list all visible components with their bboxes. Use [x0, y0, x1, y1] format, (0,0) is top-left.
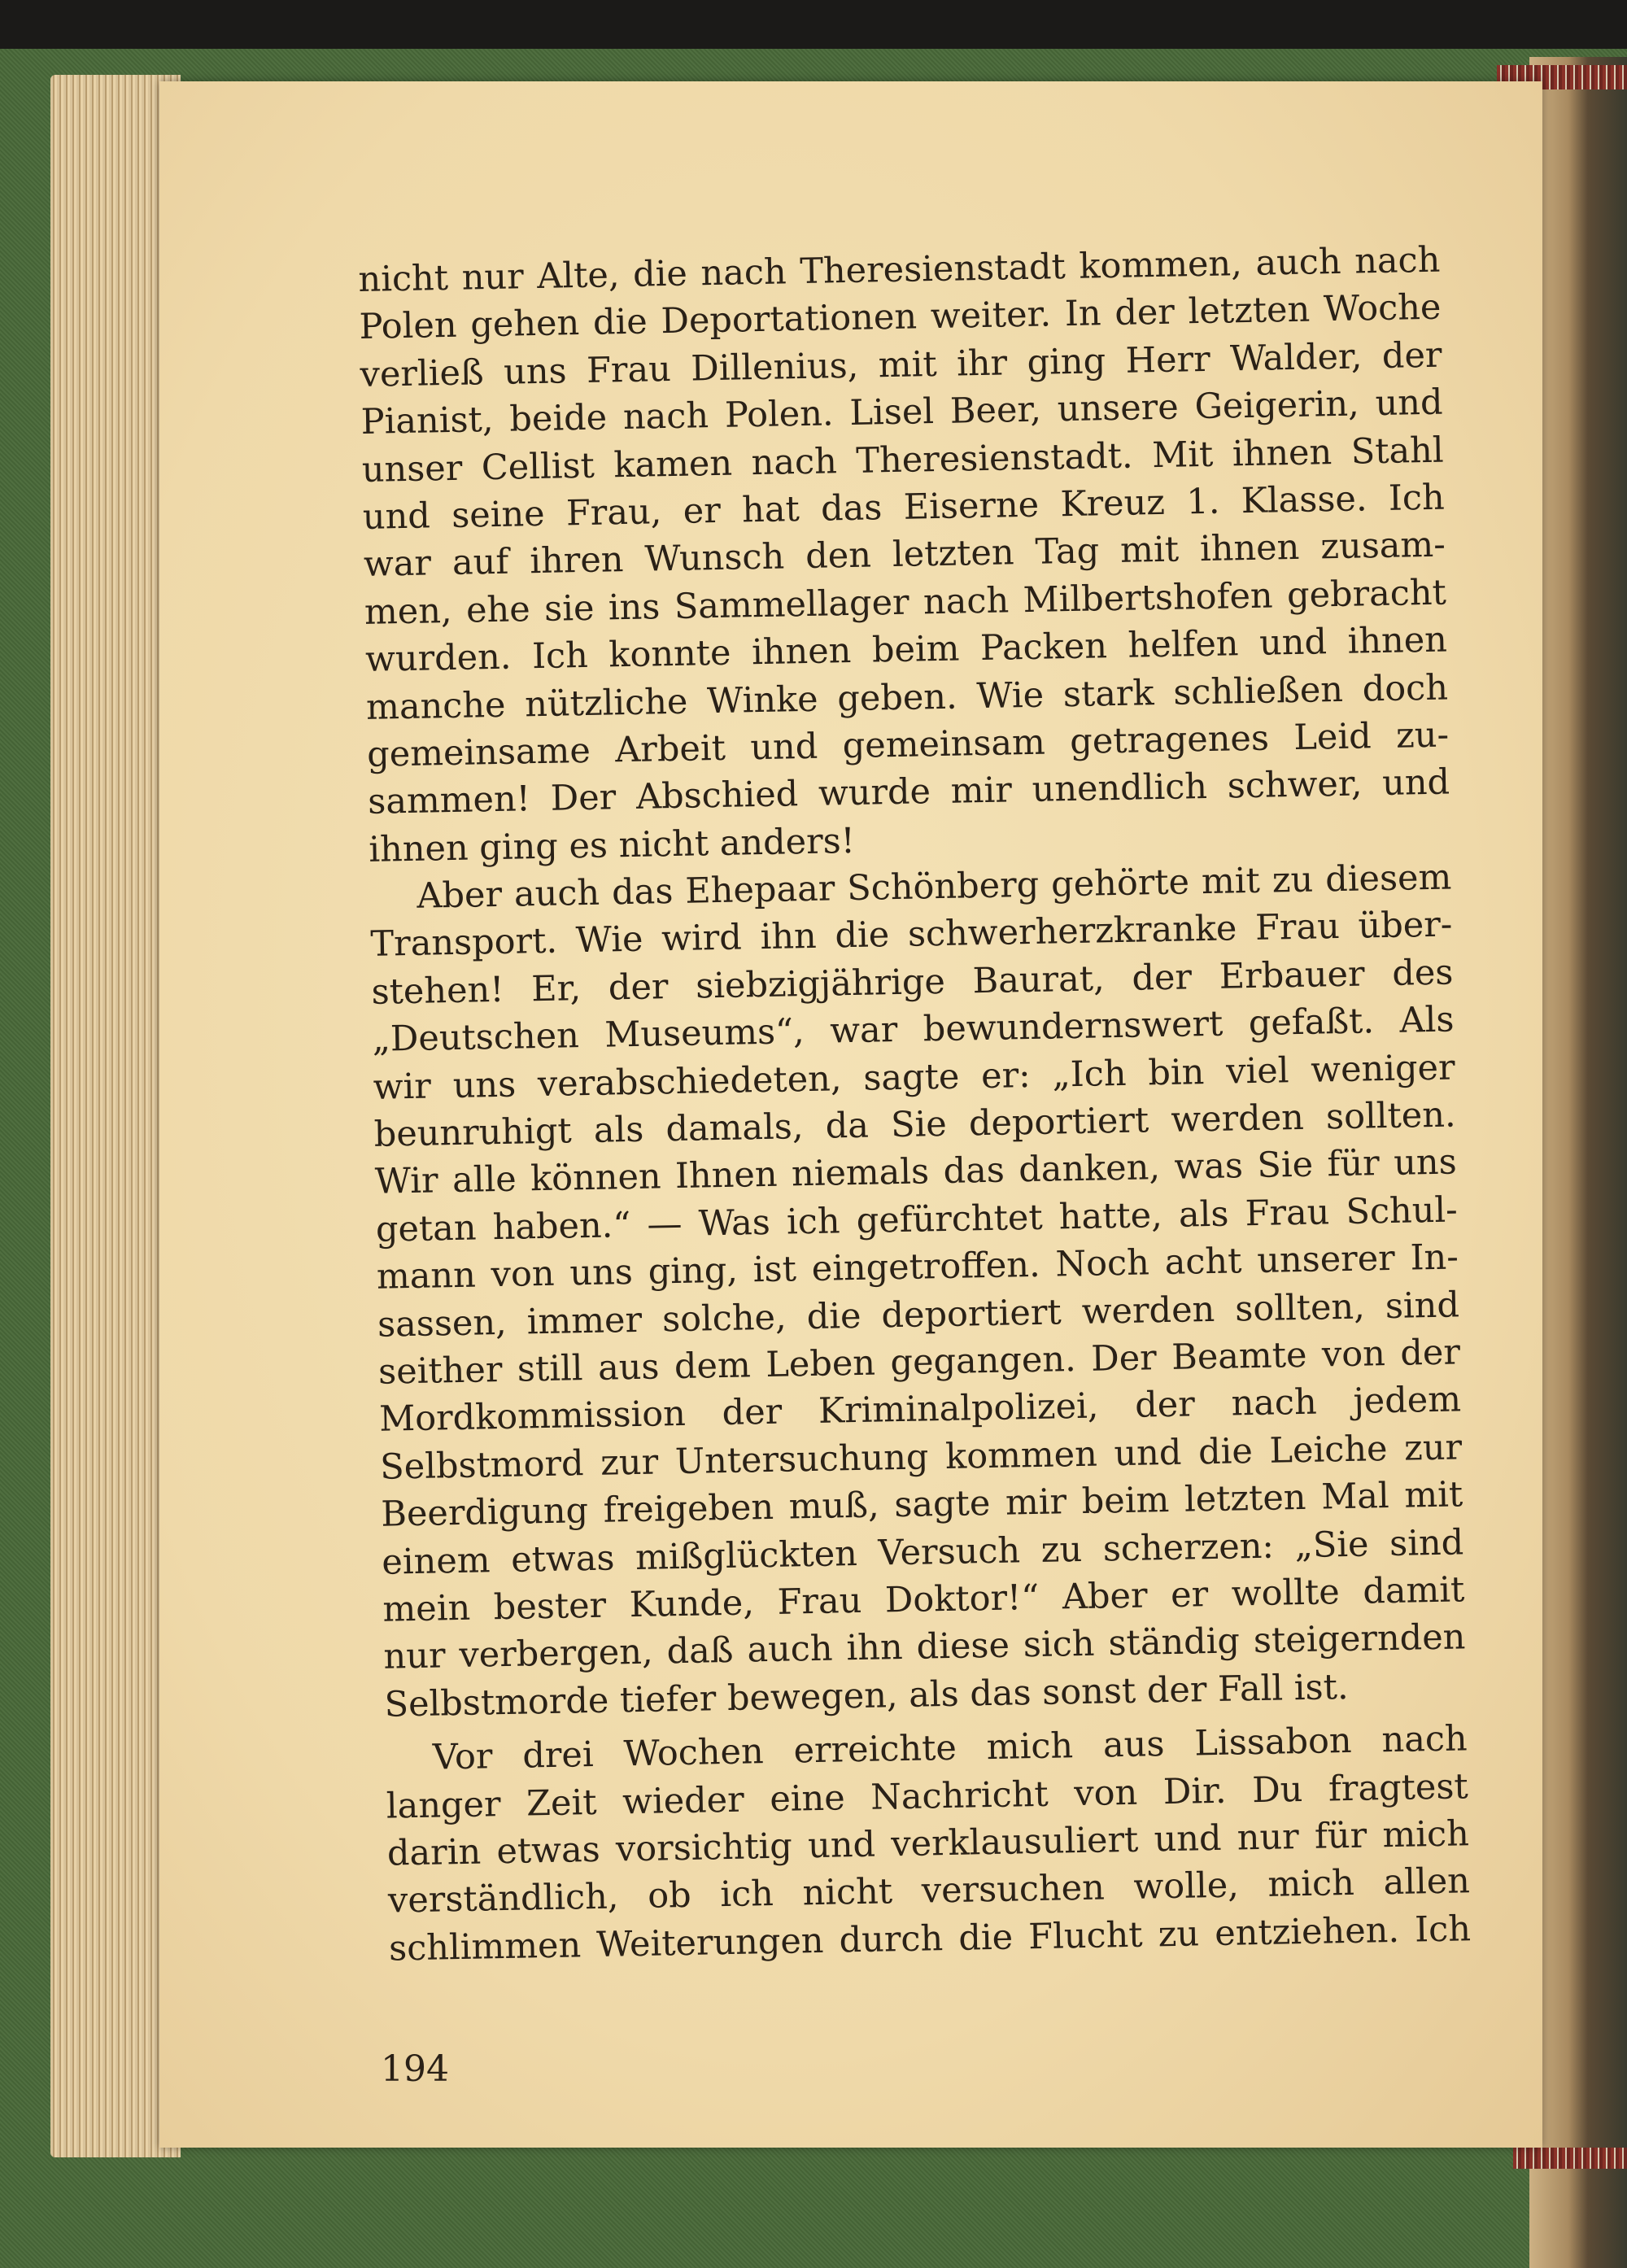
text-line: nicht nur Alte, die nach Theresienstadt kommen, auch nach — [358, 239, 1441, 300]
text-line: Mordkommission der Kriminalpolizei, der nach jedem — [378, 1379, 1462, 1441]
text-line: und seine Frau, er hat das Eiserne Kreuz 1. Klasse. Ich — [362, 477, 1446, 538]
text-line: Pianist, beide nach Polen. Lisel Beer, unsere Geigerin, und — [360, 382, 1443, 443]
text-line: ihnen ging es nicht anders! — [368, 820, 856, 870]
text-line: stehen! Er, der siebzigjährige Baurat, der Erbauer des — [371, 952, 1454, 1013]
text-line: wir uns verabschiedeten, sagte er: „Ich bin viel weniger — [373, 1047, 1455, 1108]
text-line: nur verbergen, daß auch ihn diese sich ständig steigernden — [383, 1616, 1466, 1678]
text-line: verließ uns Frau Dillenius, mit ihr ging Herr Walder, der — [360, 334, 1442, 395]
text-line: mann von uns ging, ist eingetroffen. Noch acht unserer In- — [376, 1236, 1459, 1298]
text-line: beunruhigt als damals, da Sie deportiert werden sollten. — [373, 1094, 1457, 1155]
text-line: einem etwas mißglückten Versuch zu scherzen: „Sie sind — [381, 1521, 1464, 1583]
text-line: mein bester Kunde, Frau Doktor!“ Aber er wollte damit — [382, 1569, 1465, 1630]
text-line: seither still aus dem Leben gegangen. Der Beamte von der — [377, 1332, 1461, 1393]
text-line: darin etwas vorsichtig und verklausuliert und nur für mich — [386, 1813, 1470, 1874]
text-line: schlimmen Weiterungen durch die Flucht zu entziehen. Ich — [388, 1908, 1472, 1969]
text-line: men, ehe sie ins Sammellager nach Milbertshofen gebracht — [364, 572, 1447, 633]
text-line: unser Cellist kamen nach Theresienstadt. Mit ihnen Stahl — [361, 430, 1445, 491]
text-line: sammen! Der Abschied wurde mir unendlich schwer, und — [367, 761, 1450, 823]
text-line: sassen, immer solche, die deportiert werden sollten, sind — [377, 1284, 1460, 1346]
text-line: Transport. Wie wird ihn die schwerherzkranke Frau über- — [370, 904, 1453, 966]
text-line: gemeinsame Arbeit und gemeinsam getragenes Leid zu- — [366, 714, 1450, 775]
text-line: wurden. Ich konnte ihnen beim Packen helfen und ihnen — [364, 619, 1448, 681]
text-line: war auf ihren Wunsch den letzten Tag mit ihnen zusam- — [363, 524, 1446, 586]
text-line: Polen gehen die Deportationen weiter. In der letzten Woche — [359, 287, 1442, 348]
text-line: Wir alle können Ihnen niemals das danken, was Sie für uns — [374, 1141, 1458, 1203]
text-line: manche nützliche Winke geben. Wie stark schließen doch — [365, 667, 1449, 728]
book-gutter — [1529, 57, 1627, 2268]
headband-bottom — [1513, 2148, 1627, 2169]
page-number: 194 — [381, 2048, 449, 2090]
text-line: Aber auch das Ehepaar Schönberg gehörte mit zu diesem — [416, 857, 1452, 917]
text-line: langer Zeit wieder eine Nachricht von Dir. Du fragtest — [386, 1765, 1469, 1827]
text-line: „Deutschen Museums“, war bewundernswert gefaßt. Als — [372, 999, 1455, 1061]
text-line: Selbstmorde tiefer bewegen, als das sonst der Fall ist. — [384, 1666, 1349, 1725]
page-text — [358, 237, 1471, 1973]
text-line: Beerdigung freigeben muß, sagte mir beim letzten Mal mit — [380, 1474, 1463, 1535]
text-line: Vor drei Wochen erreichte mich aus Lissabon nach — [432, 1718, 1468, 1778]
text-line: getan haben.“ — Was ich gefürchtet hatte, als Frau Schul- — [375, 1189, 1459, 1250]
text-line: verständlich, ob ich nicht versuchen wolle, mich allen — [387, 1860, 1471, 1921]
text-line: Selbstmord zur Untersuchung kommen und die Leiche zur — [379, 1427, 1463, 1488]
